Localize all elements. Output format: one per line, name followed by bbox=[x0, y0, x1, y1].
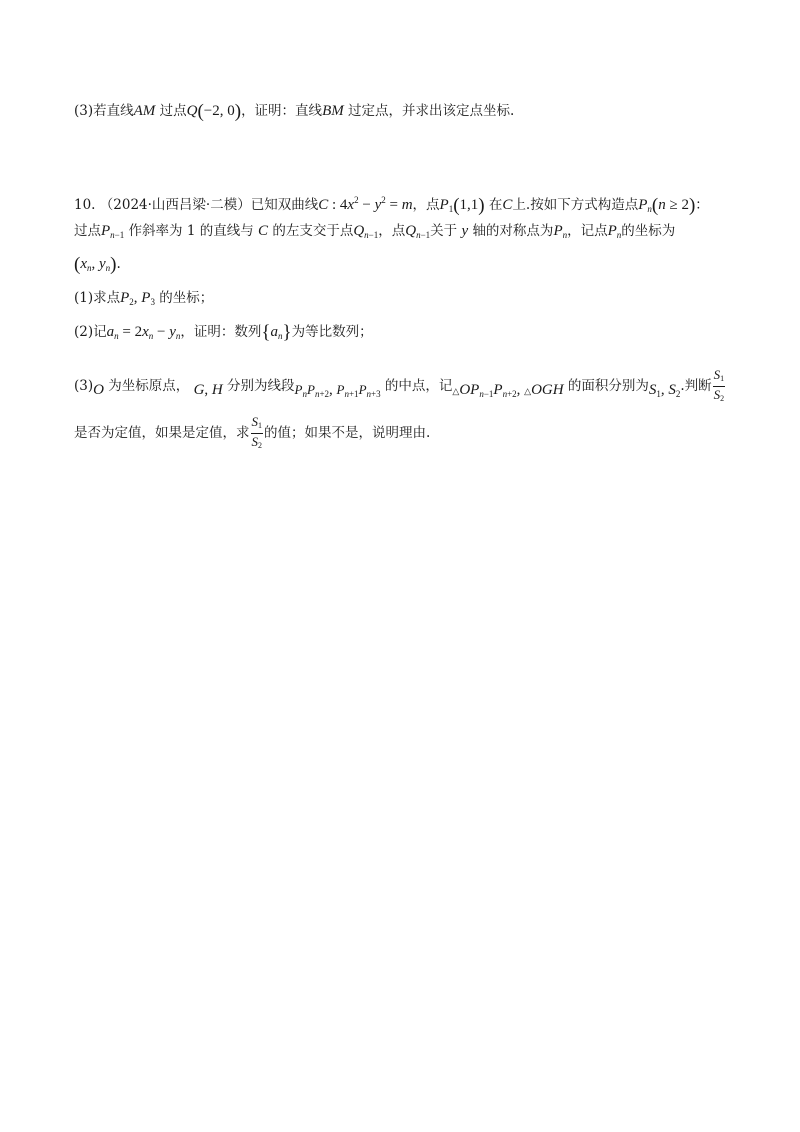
text-segment: 的坐标； bbox=[159, 290, 214, 306]
problem10-line1 bbox=[74, 190, 709, 219]
math-sequence-an: $\{a_n\}$ bbox=[261, 322, 292, 343]
text-segment: 关于 bbox=[430, 223, 458, 239]
text-segment: 上.按如下方式构造点 bbox=[512, 197, 639, 213]
math-C: C bbox=[502, 197, 513, 213]
math-P2-P3: $P_2$, $P_3$ bbox=[120, 290, 155, 307]
text-segment: 已知双曲线 bbox=[250, 197, 319, 213]
text-segment: .判断 bbox=[680, 378, 712, 394]
text-segment: 的值；如果不是，说明理由. bbox=[264, 425, 431, 441]
text-segment: ，证明：数列 bbox=[180, 324, 262, 340]
text-segment: ，点 bbox=[378, 223, 406, 239]
question-3-line1 bbox=[74, 367, 726, 406]
text-segment: 过点 bbox=[159, 103, 187, 119]
math-G-H: G, H bbox=[193, 382, 223, 398]
math-point-Q: Q(−2, 0) bbox=[186, 101, 242, 122]
text-segment: (3)若直线 bbox=[74, 103, 134, 119]
text-segment: 为坐标原点， bbox=[108, 378, 190, 394]
math-fraction-S1-S2: $\frac{S1}{S2}$ bbox=[713, 367, 725, 403]
text-segment: ，记点 bbox=[567, 223, 608, 239]
problem10-line3 bbox=[74, 254, 121, 278]
math-Pn: $P_n$ bbox=[607, 223, 622, 240]
math-AM: AM bbox=[133, 103, 156, 119]
math-S1-S2: $S_1$, $S_2$ bbox=[648, 382, 681, 399]
math-fraction-S1-S2: $\frac{S1}{S2}$ bbox=[251, 414, 262, 450]
text-segment: 的坐标为 bbox=[621, 223, 676, 239]
text-segment: (3) bbox=[74, 378, 94, 394]
text-segment: 为等比数列； bbox=[291, 324, 373, 340]
math-C: C bbox=[258, 223, 269, 239]
problem-source: （2024·山西吕梁·二模） bbox=[99, 197, 251, 213]
text-segment: 的中点，记 bbox=[384, 378, 453, 394]
math-Q-n-minus-1: $Q_{n-1}$ bbox=[353, 223, 379, 240]
math-y: y bbox=[461, 223, 469, 239]
math-BM: BM bbox=[322, 103, 344, 119]
question-1 bbox=[74, 288, 213, 312]
text-segment: . bbox=[116, 256, 121, 272]
text-segment: 轴的对称点为 bbox=[472, 223, 554, 239]
math-point-P1: $P_1(1,1)$ bbox=[439, 195, 485, 216]
math-segments: $P_nP_{n+2}$, $P_{n+1}P_{n+3}$ bbox=[294, 382, 381, 399]
math-point-Pn: $P_n(n \ge 2)$ bbox=[638, 195, 696, 216]
problem-number: 10. bbox=[74, 197, 96, 213]
math-P-n-minus-1: $P_{n-1}$ bbox=[101, 223, 125, 240]
text-segment: (2)记 bbox=[74, 324, 107, 340]
problem10-line2 bbox=[74, 221, 675, 245]
math-triangles: $\triangle OP_{n-1}P_{n+2}$, △OGH bbox=[452, 382, 564, 399]
question-3-line2 bbox=[74, 414, 430, 453]
math-O: O bbox=[93, 382, 104, 398]
text-segment: ，点 bbox=[412, 197, 440, 213]
text-segment: 过点 bbox=[74, 223, 101, 239]
text-segment: 的左支交于点 bbox=[272, 223, 354, 239]
text-segment: 是否为定值，如果是定值，求 bbox=[74, 425, 250, 441]
math-hyperbola-equation: C : $4x^2 - y^2 = m$ bbox=[318, 195, 413, 213]
prev-problem-part3 bbox=[74, 101, 514, 122]
question-2 bbox=[74, 322, 373, 346]
math-Q-n-minus-1: $Q_{n-1}$ bbox=[405, 223, 431, 240]
text-segment: ，证明：直线 bbox=[241, 103, 323, 119]
text-segment: ： bbox=[695, 197, 709, 213]
text-segment: 过定点，并求出该定点坐标. bbox=[348, 103, 515, 119]
text-segment: 作斜率为 1 的直线与 bbox=[128, 223, 254, 239]
text-segment: 的面积分别为 bbox=[567, 378, 649, 394]
text-segment: (1)求点 bbox=[74, 290, 121, 306]
math-Pn: $P_n$ bbox=[553, 223, 568, 240]
text-segment: 分别为线段 bbox=[227, 378, 295, 394]
math-coordinates-xn-yn: ($x_n$, $y_n$) bbox=[74, 254, 117, 275]
text-segment: 在 bbox=[488, 197, 503, 213]
math-an-definition: $a_n = 2x_n - y_n$ bbox=[106, 324, 181, 341]
